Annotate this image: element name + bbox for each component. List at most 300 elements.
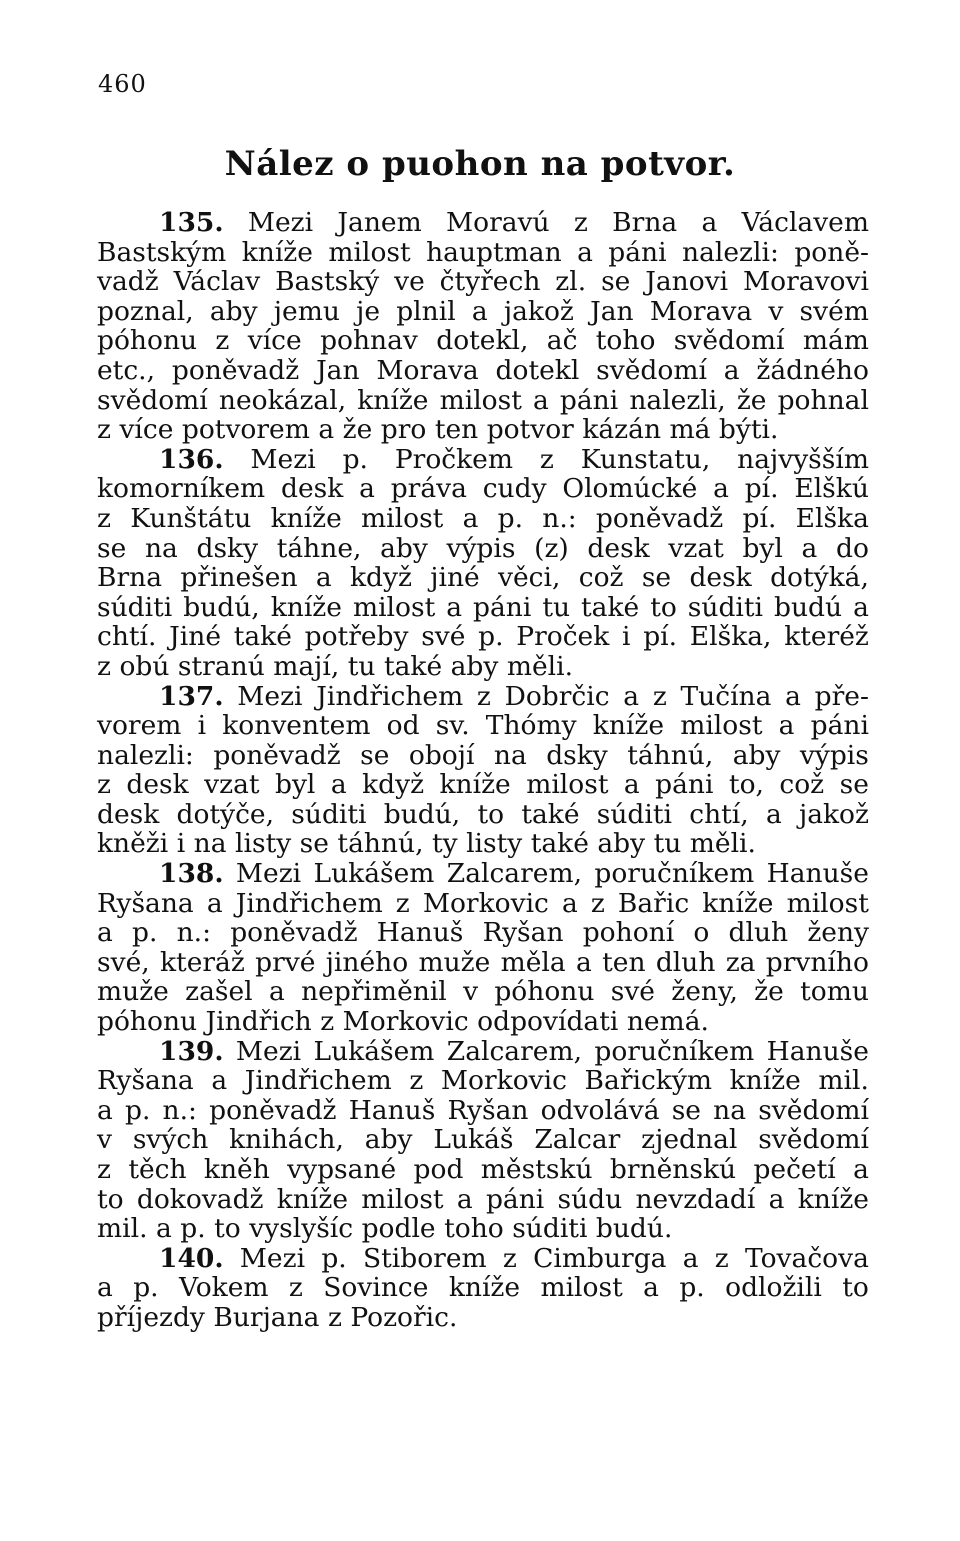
text-line	[97, 829, 869, 859]
word: nalezli,	[629, 384, 726, 416]
word: na	[713, 1094, 747, 1126]
word: páni	[559, 384, 619, 416]
entry-number: 138.	[159, 858, 224, 890]
word: to	[97, 1183, 124, 1215]
word: a	[359, 473, 375, 505]
word: že	[736, 384, 767, 416]
word: ten	[602, 946, 646, 978]
word: nemá.	[626, 1006, 709, 1038]
word: a	[561, 887, 578, 919]
word: desk	[126, 769, 189, 801]
word: p.	[679, 1272, 705, 1304]
word: Elška	[795, 502, 869, 534]
word: sv.	[435, 710, 470, 742]
word: Hanuš	[376, 917, 464, 949]
word: Bařickým	[584, 1065, 712, 1097]
word: svědomí	[673, 325, 785, 357]
word: zjednal	[641, 1124, 738, 1156]
word: v	[97, 1124, 112, 1156]
word: poněvadž	[230, 917, 358, 949]
word: kníže	[729, 1065, 801, 1097]
word: plnil	[396, 295, 456, 327]
word: také	[530, 828, 589, 860]
word: poně-	[794, 236, 869, 268]
word: táhne,	[276, 532, 362, 564]
word: súditi	[291, 798, 367, 830]
word: také	[233, 621, 292, 653]
word: a	[97, 917, 113, 949]
word: z	[215, 325, 230, 357]
word: z	[288, 1272, 303, 1304]
word: jakož	[798, 798, 869, 830]
word: n.:	[542, 502, 577, 534]
word: páni	[655, 769, 714, 801]
word: milost	[328, 236, 411, 268]
word: práva	[390, 473, 467, 505]
word: páni	[485, 1183, 545, 1215]
text-line	[97, 800, 869, 830]
word: byl	[274, 769, 316, 801]
word: ženy,	[671, 976, 738, 1008]
text-line	[97, 770, 869, 800]
word: Bastským	[97, 236, 227, 268]
word: žádného	[756, 354, 869, 386]
word: p.	[132, 917, 158, 949]
word: dotýká,	[770, 562, 869, 594]
word: brněnskú	[609, 1154, 737, 1185]
word: a	[701, 207, 718, 238]
word: kníže	[270, 502, 342, 534]
word: z	[97, 502, 111, 534]
word: súditi	[687, 591, 764, 623]
word: obojí	[408, 739, 475, 771]
body-text	[97, 208, 869, 1333]
word: Moravovi	[743, 266, 869, 298]
word: pí.	[742, 502, 777, 534]
text-line	[97, 977, 869, 1007]
word: Václav	[173, 266, 261, 298]
word: aby	[380, 532, 428, 564]
word: to	[214, 1213, 241, 1245]
word: Brna	[97, 562, 163, 594]
word: aby	[597, 828, 646, 860]
word: a	[713, 473, 729, 505]
word: budú,	[383, 798, 461, 830]
word: vyslyšíc	[249, 1213, 354, 1245]
word: pečetí	[753, 1154, 836, 1185]
page-title: Nález o puohon na potvor.	[224, 144, 736, 184]
word: Jindřich	[205, 1006, 312, 1038]
word: své,	[97, 946, 150, 978]
word: p.	[321, 1242, 347, 1274]
word: milost	[786, 887, 869, 919]
text-line	[97, 652, 869, 682]
word: Ryšan	[482, 917, 564, 949]
word: výpis	[446, 532, 516, 564]
word: Tovačova	[744, 1242, 869, 1274]
word: z	[652, 680, 667, 712]
word: dsky	[196, 532, 259, 564]
word: a	[456, 1183, 473, 1215]
word: z	[97, 769, 111, 801]
word: tu	[347, 650, 376, 682]
word: v	[463, 976, 479, 1008]
word: za	[725, 946, 756, 978]
word: Sovince	[323, 1272, 429, 1304]
word: a	[446, 591, 463, 623]
word: Moravú	[446, 207, 550, 238]
word: Lukášem	[313, 1035, 435, 1067]
word: z	[539, 443, 554, 475]
paragraph-start-line	[97, 859, 869, 889]
word: to,	[728, 769, 764, 801]
word: a	[576, 946, 592, 978]
word: súditi	[512, 1213, 588, 1245]
word: poněvadž	[213, 739, 341, 771]
word: vzat	[204, 769, 260, 801]
word: z	[714, 1242, 729, 1274]
word: městskú	[480, 1154, 593, 1185]
word: cudy	[482, 473, 547, 505]
entry-number: 136.	[159, 443, 224, 475]
word: jiného	[325, 946, 409, 978]
word: byl	[742, 532, 783, 564]
word: budú,	[183, 591, 260, 623]
word: Hanuše	[766, 858, 869, 890]
word: a	[211, 1065, 228, 1097]
word: najvyšším	[737, 443, 869, 475]
word: o	[693, 917, 710, 949]
word: mají,	[273, 650, 340, 682]
word: tu	[542, 591, 571, 623]
word: a	[801, 532, 818, 564]
word: muže	[418, 946, 491, 978]
word: Jiné	[169, 621, 222, 653]
word: dokovadž	[136, 1183, 264, 1215]
word: aby	[450, 650, 499, 682]
word: svědomí	[758, 1094, 869, 1126]
word: Morava	[649, 295, 753, 327]
word: póhonu	[97, 1006, 198, 1038]
word: že	[754, 976, 784, 1008]
word: a	[318, 414, 335, 446]
word: potvor	[486, 414, 574, 446]
word: milost	[540, 1272, 623, 1304]
word: aby	[209, 295, 258, 327]
word: stranú	[177, 650, 265, 682]
word: táhnú,	[627, 739, 714, 771]
word: měli.	[689, 828, 756, 860]
word: a	[643, 1272, 659, 1304]
word: prvé	[255, 946, 316, 978]
word: p.	[124, 1094, 151, 1126]
text-line	[97, 741, 869, 771]
word: páni	[608, 236, 667, 268]
word: a	[853, 1154, 869, 1185]
word: kníže	[276, 1183, 349, 1215]
word: svědomí	[97, 384, 208, 416]
word: Pozořic.	[350, 1301, 458, 1333]
word: kteráž	[159, 946, 245, 978]
word: desk	[587, 532, 650, 564]
text-line	[97, 593, 869, 623]
word: súditi	[97, 591, 173, 623]
word: Jindřichem	[235, 887, 383, 919]
word: toho	[444, 1213, 504, 1245]
word: svědomí	[758, 1124, 869, 1156]
word: kníže	[702, 887, 774, 919]
word: pro	[380, 414, 427, 446]
text-line	[97, 1214, 869, 1244]
word: své	[610, 976, 655, 1008]
word: Olomúcké	[562, 473, 698, 505]
word: póhonu	[97, 325, 198, 357]
word: že	[342, 414, 373, 446]
word: i	[176, 828, 186, 860]
word: knihách,	[229, 1124, 344, 1156]
word: poněvadž	[595, 502, 724, 534]
word: pí.	[744, 473, 779, 505]
word: neokázal,	[218, 384, 347, 416]
word: poznal,	[97, 295, 194, 327]
word: a	[785, 680, 801, 712]
word: a	[623, 680, 640, 712]
word: těch	[128, 1154, 187, 1185]
text-line	[97, 326, 869, 356]
word: Jindřichem	[316, 680, 464, 712]
word: aby	[364, 1124, 413, 1156]
word: súdu	[557, 1183, 623, 1215]
word: Janovi	[645, 266, 729, 298]
word: dsky	[546, 739, 608, 771]
word: a	[206, 887, 223, 919]
word: Elška,	[689, 621, 772, 653]
word: z	[476, 680, 491, 712]
word: a	[471, 295, 488, 327]
word: jakož	[503, 295, 574, 327]
word: tu	[653, 828, 682, 860]
word: z	[590, 887, 605, 919]
word: a	[765, 798, 782, 830]
word: od	[386, 710, 420, 742]
word: Ryšana	[97, 1065, 194, 1097]
text-line	[97, 711, 869, 741]
word: Thómy	[485, 710, 577, 742]
text-line	[97, 386, 869, 416]
word: se	[299, 828, 329, 860]
word: Janem	[337, 207, 422, 238]
word: na	[493, 739, 527, 771]
word: Morkovic	[422, 887, 549, 919]
word: a	[155, 1213, 172, 1245]
word: když	[349, 562, 412, 594]
word: táhnú,	[337, 828, 424, 860]
word: z	[502, 1242, 517, 1274]
word: a	[853, 591, 869, 623]
word: Zalcarem,	[446, 1035, 583, 1067]
word: poručníkem	[594, 1035, 755, 1067]
text-line	[97, 563, 869, 593]
word: na	[144, 532, 178, 564]
word: z	[320, 1006, 335, 1038]
entry-number: 139.	[159, 1035, 224, 1067]
word: mám	[802, 325, 869, 357]
word: podle	[361, 1213, 436, 1245]
word: kteréž	[784, 621, 869, 653]
word: milost	[352, 591, 436, 623]
word: což	[578, 562, 624, 594]
word: desk	[280, 473, 344, 505]
word: kněži	[97, 828, 169, 860]
word: svém	[799, 295, 869, 327]
text-line	[97, 1125, 869, 1155]
word: Kunštátu	[130, 502, 252, 534]
word: Stiborem	[362, 1242, 487, 1274]
word: nalezli:	[97, 739, 194, 771]
word: potvorem	[181, 414, 310, 446]
word: kníže	[592, 710, 665, 742]
text-line	[97, 918, 869, 948]
word: i	[622, 621, 631, 653]
entry-number: 135.	[159, 207, 224, 238]
word: i	[197, 710, 207, 742]
word: kázán	[582, 414, 662, 446]
word: prvního	[765, 946, 869, 978]
word: (z)	[534, 532, 569, 564]
text-line	[97, 474, 869, 504]
word: odvolává	[540, 1094, 660, 1126]
word: Bařic	[617, 887, 690, 919]
word: Mezi	[237, 680, 303, 712]
word: Jan	[590, 295, 634, 327]
word: Lukáš	[433, 1124, 514, 1156]
word: Pročkem	[394, 443, 513, 475]
word: se	[601, 266, 631, 298]
word: což	[779, 769, 825, 801]
word: a	[97, 1094, 113, 1126]
word: p.	[478, 621, 504, 653]
word: milost	[361, 502, 444, 534]
word: více	[119, 414, 174, 446]
word: se	[97, 532, 127, 564]
word: hauptman	[426, 236, 562, 268]
text-line	[97, 889, 869, 919]
word: a	[778, 710, 795, 742]
word: dotekl,	[436, 325, 529, 357]
word: chtí,	[689, 798, 749, 830]
word: mil.	[97, 1213, 148, 1245]
word: p.	[133, 1272, 159, 1304]
text-line	[97, 622, 869, 652]
word: listy	[466, 828, 523, 860]
word: milost	[526, 769, 609, 801]
word: se	[671, 1094, 701, 1126]
word: kníže	[448, 1272, 521, 1304]
word: Zalcar	[534, 1124, 621, 1156]
word: dluh	[655, 946, 716, 978]
text-line	[97, 356, 869, 386]
text-line	[97, 1096, 869, 1126]
text-line	[97, 415, 869, 445]
word: konventem	[222, 710, 371, 742]
word: kníže	[439, 769, 511, 801]
word: se	[641, 562, 672, 594]
word: Mezi	[235, 858, 302, 890]
word: budú	[774, 591, 843, 623]
word: vzat	[668, 532, 724, 564]
word: Morkovic	[440, 1065, 567, 1097]
word: Kunstatu,	[580, 443, 711, 475]
word: zl.	[555, 266, 587, 298]
text-line	[97, 267, 869, 297]
word: súditi	[596, 798, 672, 830]
word: ty	[431, 828, 458, 860]
word: Mezi	[247, 207, 314, 238]
word: tomu	[800, 976, 869, 1008]
word: milost	[361, 1183, 444, 1215]
word: z	[395, 887, 410, 919]
word: pod	[413, 1154, 464, 1185]
word: dluh	[728, 917, 789, 949]
word: milost	[680, 710, 763, 742]
word: z	[97, 414, 111, 446]
paragraph-start-line	[97, 445, 869, 475]
word: z	[409, 1065, 424, 1097]
word: příjezdy	[97, 1301, 205, 1333]
word: odpovídati	[477, 1006, 619, 1038]
word: poručníkem	[594, 858, 755, 890]
word: také	[581, 591, 640, 623]
word: milost	[439, 384, 522, 416]
word: a	[97, 1272, 113, 1304]
word: Hanuše	[766, 1035, 869, 1067]
text-line	[97, 1007, 869, 1037]
word: v	[768, 295, 784, 327]
word: Zalcarem,	[446, 858, 583, 890]
entry-number: 137.	[159, 680, 224, 712]
word: Mezi	[235, 1035, 302, 1067]
word: jemu	[273, 295, 340, 327]
word: Brna	[612, 207, 678, 238]
word: pohoní	[582, 917, 675, 949]
word: to	[650, 591, 677, 623]
word: Morkovic	[342, 1006, 469, 1038]
word: póhonu	[494, 976, 595, 1008]
word: své	[421, 621, 466, 653]
word: svědomí	[596, 354, 707, 386]
word: n.:	[176, 917, 211, 949]
word: jiné	[430, 562, 480, 594]
word: Tučína	[680, 680, 772, 712]
word: nevzdadí	[635, 1183, 756, 1215]
page-number: 460	[98, 70, 147, 98]
word: muže	[97, 976, 169, 1008]
word: vypsané	[287, 1154, 397, 1185]
paragraph-start-line	[97, 1037, 869, 1067]
word: kníže	[357, 384, 429, 416]
word: budú.	[595, 1213, 673, 1245]
word: pohnal	[777, 384, 869, 416]
word: ve	[394, 266, 425, 298]
text-line	[97, 1185, 869, 1215]
word: páni	[810, 710, 869, 742]
text-line	[97, 1155, 869, 1185]
word: Ryšana	[97, 887, 194, 919]
text-line	[97, 238, 869, 268]
word: aby	[732, 739, 781, 771]
word: svých	[132, 1124, 209, 1156]
word: ten	[434, 414, 479, 446]
